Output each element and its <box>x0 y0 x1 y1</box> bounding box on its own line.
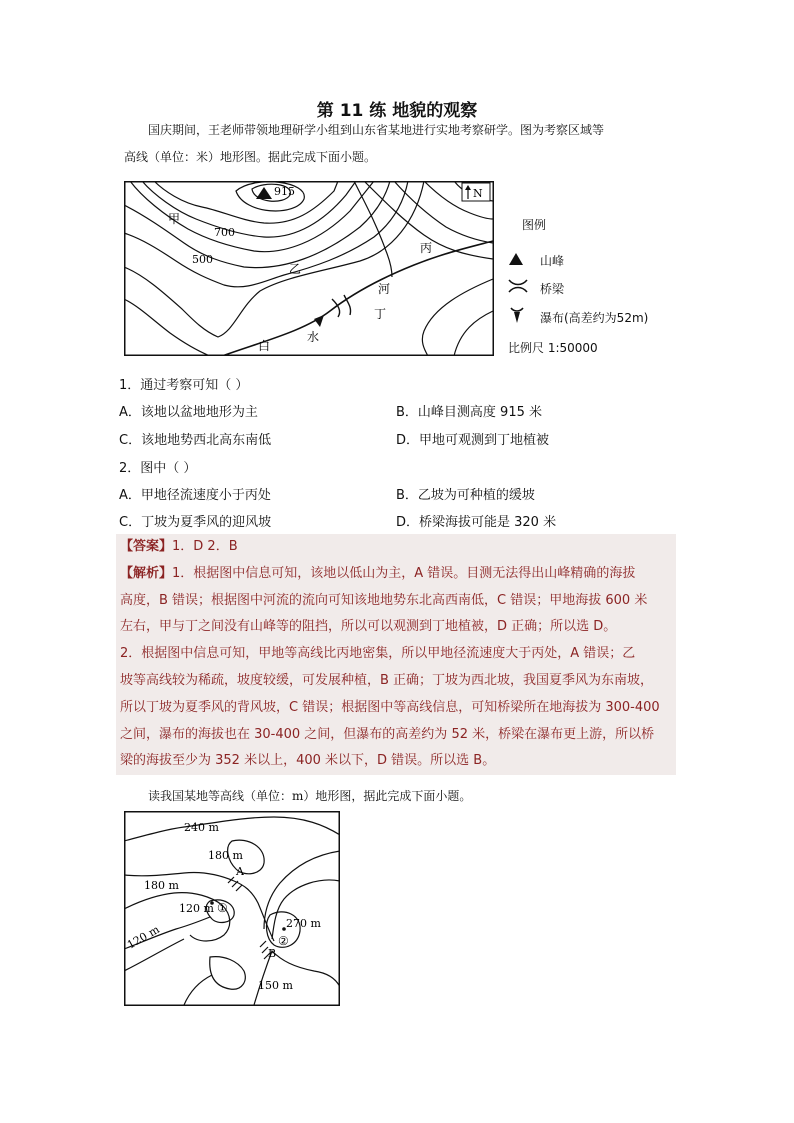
point-2-label: ② <box>278 934 289 948</box>
question-1-stem: 1．通过考察可知（ ） <box>119 378 249 393</box>
legend-waterfall-label: 瀑布(高差约为52m) <box>540 311 649 325</box>
legend-bridge-label: 桥梁 <box>540 282 565 296</box>
analysis-label: 【解析】 <box>120 565 173 581</box>
analysis-line-3: 左右，甲与丁之间没有山峰等的阻挡，所以可以观测到丁地植被，D 正确；所以选 D。 <box>120 619 617 635</box>
legend-title: 图例 <box>522 218 547 232</box>
analysis-line-6: 所以丁坡为夏季风的背风坡，C 错误；根据图中等高线信息，可知桥梁所在地海拔为 300-400 <box>120 699 660 715</box>
point-A-label: A <box>236 865 244 878</box>
analysis-line-7: 之间，瀑布的海拔也在 30-400 之间，但瀑布的高差约为 52 米，桥梁在瀑布更上游，所以桥 <box>120 726 655 742</box>
answer-analysis-block <box>116 534 676 775</box>
label-yi: 乙 <box>289 262 302 276</box>
intro-text <box>124 117 676 171</box>
analysis-line-4: 2．根据图中信息可知，甲地等高线比丙地密集，所以甲地径流速度大于丙处，A 错误；乙 <box>120 646 636 662</box>
peak-label: 915 <box>274 185 295 198</box>
contour-map-1 <box>124 181 494 356</box>
legend-peak-icon <box>508 252 524 266</box>
north-label: N <box>473 187 483 200</box>
waterfall-icon <box>314 315 324 327</box>
north-arrow-icon <box>462 183 490 201</box>
answer-text: 1．D 2．B <box>172 539 238 554</box>
question-1-option-d: D．甲地可观测到丁地植被 <box>396 433 550 448</box>
contour-120-inner-label: 120 m <box>179 902 214 915</box>
label-he: 河 <box>378 282 391 296</box>
label-bai: 白 <box>258 339 271 353</box>
analysis-line-8: 梁的海拔至少为 352 米以上，400 米以下，D 错误。所以选 B。 <box>120 753 496 769</box>
question-2-option-a: A．甲地径流速度小于丙处 <box>119 488 271 503</box>
question-1-option-a: A．该地以盆地地形为主 <box>119 405 258 420</box>
point-1-label: ① <box>217 901 228 915</box>
question-2-option-d: D．桥梁海拔可能是 320 米 <box>396 515 557 530</box>
question-2-stem: 2．图中（ ） <box>119 461 197 476</box>
analysis-line-5: 坡等高线较为稀疏，坡度较缓，可发展种植，B 正确；丁坡为西北坡，我国夏季风为东南坡， <box>120 672 654 688</box>
point-B-label: B <box>268 947 277 960</box>
question-1-option-b: B．山峰目测高度 915 米 <box>396 405 542 420</box>
label-ding: 丁 <box>374 307 387 321</box>
contour-180-left-label: 180 m <box>144 879 179 892</box>
label-jia: 甲 <box>168 212 181 226</box>
question-2-option-c: C．丁坡为夏季风的迎风坡 <box>119 515 272 530</box>
label-shui: 水 <box>307 330 320 344</box>
peak-icon <box>256 187 272 199</box>
answer-line <box>116 534 676 561</box>
analysis-line-2: 高度，B 错误；根据图中河流的流向可知该地地势东北高西南低，C 错误；甲地海拔 600 米 <box>120 592 648 608</box>
legend-peak-label: 山峰 <box>540 254 565 268</box>
intro-line-2: 高线（单位：米）地形图。据此完成下面小题。 <box>124 150 377 164</box>
contour-120-left-label: 120 m <box>125 922 162 952</box>
intro-2-text: 读我国某地等高线（单位：m）地形图，据此完成下面小题。 <box>148 789 472 803</box>
intro-line-1: 国庆期间，王老师带领地理研学小组到山东省某地进行实地考察研学。图为考察区域等 <box>148 123 605 137</box>
contour-180-upper-label: 180 m <box>208 849 243 862</box>
question-2-option-b: B．乙坡为可种植的缓坡 <box>396 488 535 503</box>
legend-waterfall-icon <box>510 306 524 324</box>
answer-label: 【答案】 <box>120 539 173 554</box>
analysis-line-1: 【解析】1．根据图中信息可知，该地以低山为主，A 错误。目测无法得出山峰精确的海拔 <box>120 565 636 581</box>
question-1-option-c: C．该地地势西北高东南低 <box>119 433 272 448</box>
page-title: 第 11 练 地貌的观察 <box>316 101 478 121</box>
legend-scale: 比例尺 1:50000 <box>508 341 598 355</box>
contour-150-label: 150 m <box>258 979 293 992</box>
contour-240-label: 240 m <box>184 821 219 834</box>
contour-map-2 <box>124 811 340 1006</box>
contour-700-label: 700 <box>214 226 235 239</box>
legend-bridge-icon <box>508 278 528 294</box>
label-bing: 丙 <box>420 241 433 255</box>
contour-270-label: 270 m <box>286 917 321 930</box>
contour-500-label: 500 <box>192 253 213 266</box>
